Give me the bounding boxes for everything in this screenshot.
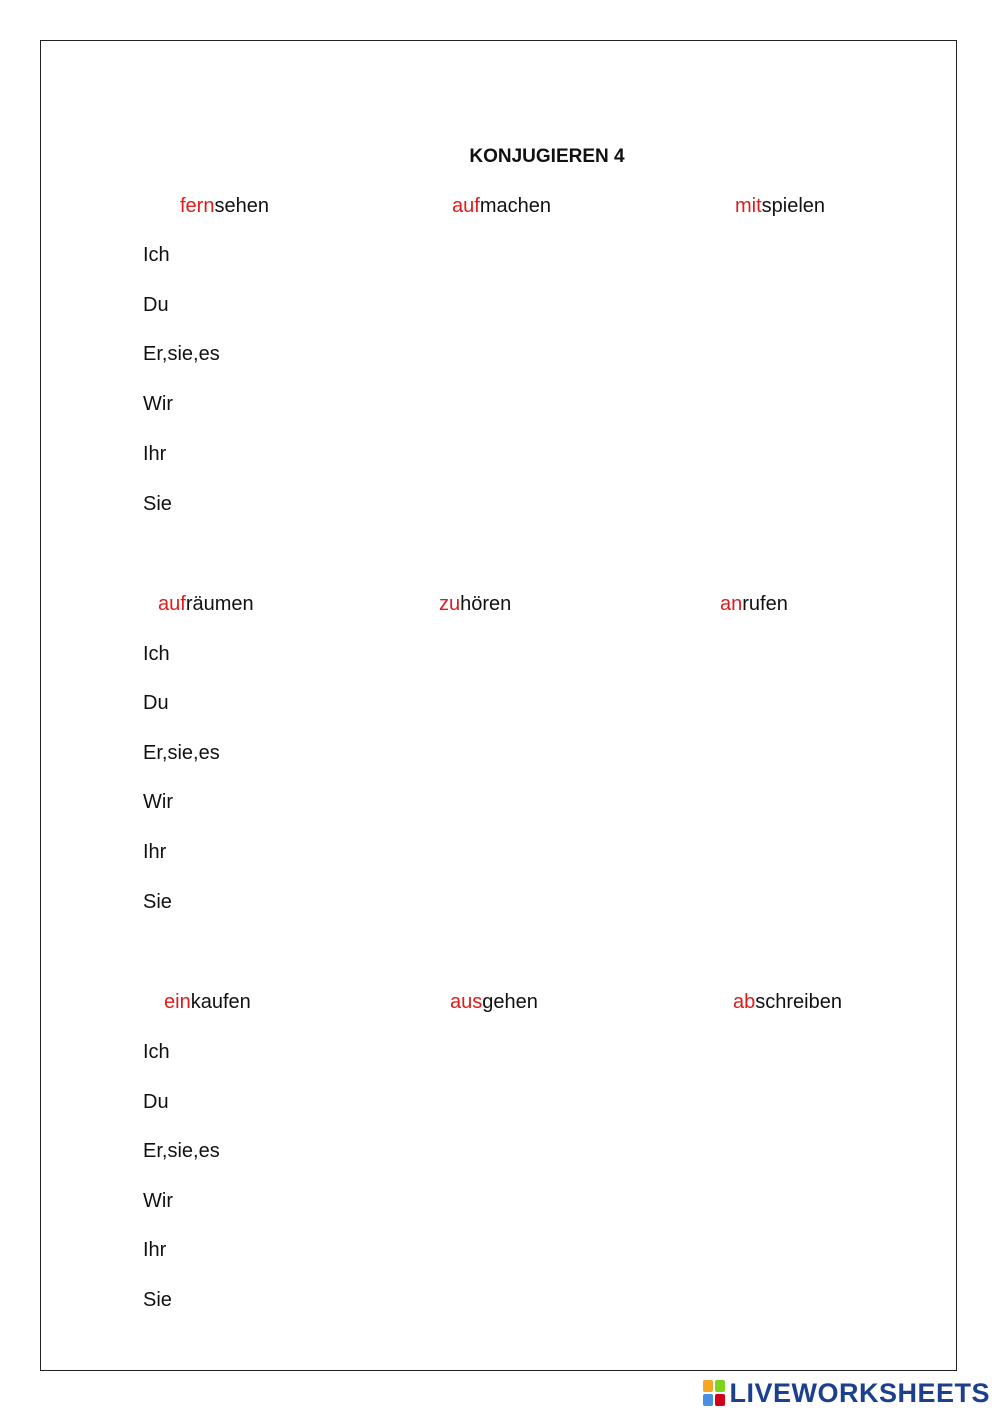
verb-stem: rufen xyxy=(742,593,788,615)
verb-zuhoeren xyxy=(439,593,511,616)
verb-stem: sehen xyxy=(214,195,269,217)
logo-square xyxy=(715,1380,725,1392)
verb-stem: gehen xyxy=(482,991,538,1013)
pronoun-du: Du xyxy=(143,1091,169,1113)
pronoun-sie: Sie xyxy=(143,493,172,515)
verb-fernsehen xyxy=(180,195,269,218)
verb-ausgehen xyxy=(450,991,538,1014)
liveworksheets-logo[interactable] xyxy=(703,1378,990,1408)
verb-prefix: aus xyxy=(450,991,483,1013)
verb-prefix: auf xyxy=(158,593,186,615)
pronoun-wir: Wir xyxy=(143,791,173,813)
logo-square xyxy=(703,1394,713,1406)
pronoun-ihr: Ihr xyxy=(143,841,167,863)
pronoun-wir: Wir xyxy=(143,393,173,415)
pronoun-er-sie-es: Er,sie,es xyxy=(143,1140,220,1162)
logo-text: LIVEWORKSHEETS xyxy=(729,1377,990,1408)
pronoun-er-sie-es: Er,sie,es xyxy=(143,742,220,764)
pronoun-ihr: Ihr xyxy=(143,1239,167,1261)
pronoun-ich: Ich xyxy=(143,643,170,665)
verb-prefix: zu xyxy=(439,593,461,615)
verb-stem: hören xyxy=(460,593,512,615)
pronoun-ihr: Ihr xyxy=(143,443,167,465)
verb-abschreiben xyxy=(733,991,842,1014)
page-title: KONJUGIEREN 4 xyxy=(469,146,625,167)
logo-grid-icon xyxy=(703,1380,725,1406)
verb-stem: machen xyxy=(479,195,551,217)
verb-aufraeumen xyxy=(158,593,254,616)
pronoun-du: Du xyxy=(143,692,169,714)
pronoun-sie: Sie xyxy=(143,1289,172,1311)
verb-mitspielen xyxy=(735,195,825,218)
logo-square xyxy=(703,1380,713,1392)
pronoun-du: Du xyxy=(143,294,169,316)
verb-stem: kaufen xyxy=(190,991,251,1013)
verb-prefix: ein xyxy=(164,991,191,1013)
pronoun-ich: Ich xyxy=(143,244,170,266)
pronoun-sie: Sie xyxy=(143,891,172,913)
verb-prefix: auf xyxy=(452,195,480,217)
logo-square xyxy=(715,1394,725,1406)
verb-aufmachen xyxy=(452,195,551,218)
verb-anrufen xyxy=(720,593,788,616)
verb-stem: räumen xyxy=(185,593,254,615)
verb-stem: schreiben xyxy=(755,991,842,1013)
pronoun-ich: Ich xyxy=(143,1041,170,1063)
page-frame xyxy=(40,40,957,1371)
verb-einkaufen xyxy=(164,991,251,1014)
verb-prefix: fern xyxy=(180,195,215,217)
verb-prefix: an xyxy=(720,593,743,615)
verb-stem: spielen xyxy=(761,195,826,217)
verb-prefix: ab xyxy=(733,991,756,1013)
verb-prefix: mit xyxy=(735,195,762,217)
pronoun-wir: Wir xyxy=(143,1190,173,1212)
pronoun-er-sie-es: Er,sie,es xyxy=(143,343,220,365)
